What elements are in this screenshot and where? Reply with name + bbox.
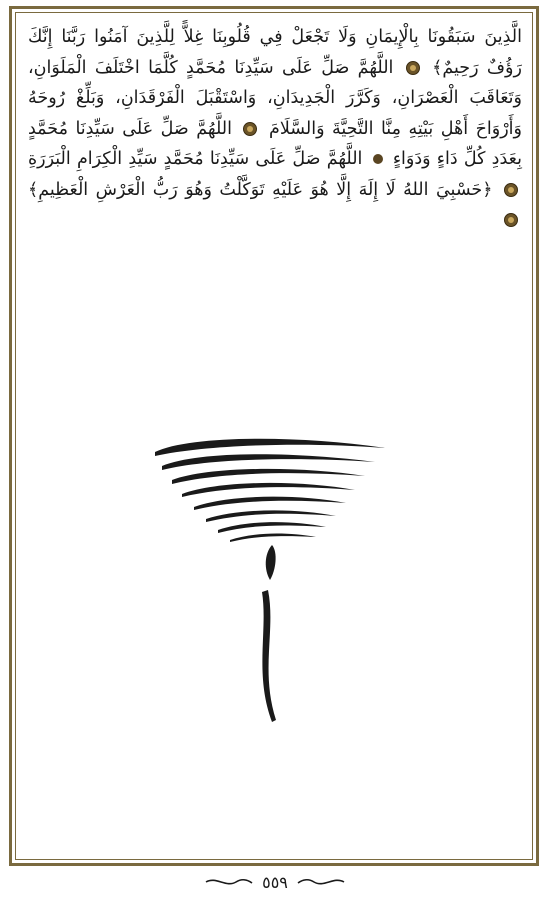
rosette-separator-icon: [243, 122, 257, 136]
footer-flourish-icon: [296, 875, 346, 889]
salawat-paragraph-3: اللَّهُمَّ صَلِّ عَلَى سَيِّدِنَا مُحَمَّدٍ سَيِّدِ الْكِرَامِ الْبَرَرَةِ: [28, 149, 363, 169]
rosette-separator-icon: [504, 183, 518, 197]
salawat-paragraph-1: اللَّهُمَّ صَلِّ عَلَى سَيِّدِنَا مُحَمَّدٍ كُلَّمَا اخْتَلَفَ الْمَلَوَانِ، وَتَعَاقَبَ الْعَصْرَانِ، وَكَرَّرَ الْجَدِيدَانِ، وَاسْتَقْبَلَ الْفَرْقَدَانِ، وَبَلِّغْ رُوحَهُ وَأَرْوَاحَ أَهْلِ بَيْتِهِ مِنَّا التَّحِيَّةَ وَالسَّلَامَ: [28, 57, 522, 139]
salawat-paragraph-2: اللَّهُمَّ صَلِّ عَلَى سَيِّدِنَا مُحَمَّدٍ بِعَدَدِ كُلِّ دَاءٍ وَدَوَاءٍ: [28, 118, 522, 169]
rosette-separator-icon: [504, 213, 518, 227]
page-number: ٥٥٩: [262, 872, 288, 892]
page-footer: [0, 870, 550, 894]
dot-separator-icon: [373, 154, 383, 164]
calligraphic-ornament-icon: [150, 430, 390, 730]
prayer-verse-ending: الَّذِينَ سَبَقُونَا بِالْإِيمَانِ وَلَا تَجْعَلْ فِي قُلُوبِنَا غِلاًّ لِلَّذِينَ آمَنُوا رَبَّنَا إِنَّكَ رَؤُفٌ رَحِيمٌ﴾: [28, 27, 522, 78]
rosette-separator-icon: [406, 61, 420, 75]
hasbiyallah-verse: ﴿حَسْبِيَ اللهُ لَا إِلَهَ إِلَّا هُوَ عَلَيْهِ تَوَكَّلْتُ وَهُوَ رَبُّ الْعَرْشِ الْعَظِيمِ﴾: [28, 179, 493, 200]
footer-flourish-icon: [204, 875, 254, 889]
prayer-text: [28, 22, 522, 236]
